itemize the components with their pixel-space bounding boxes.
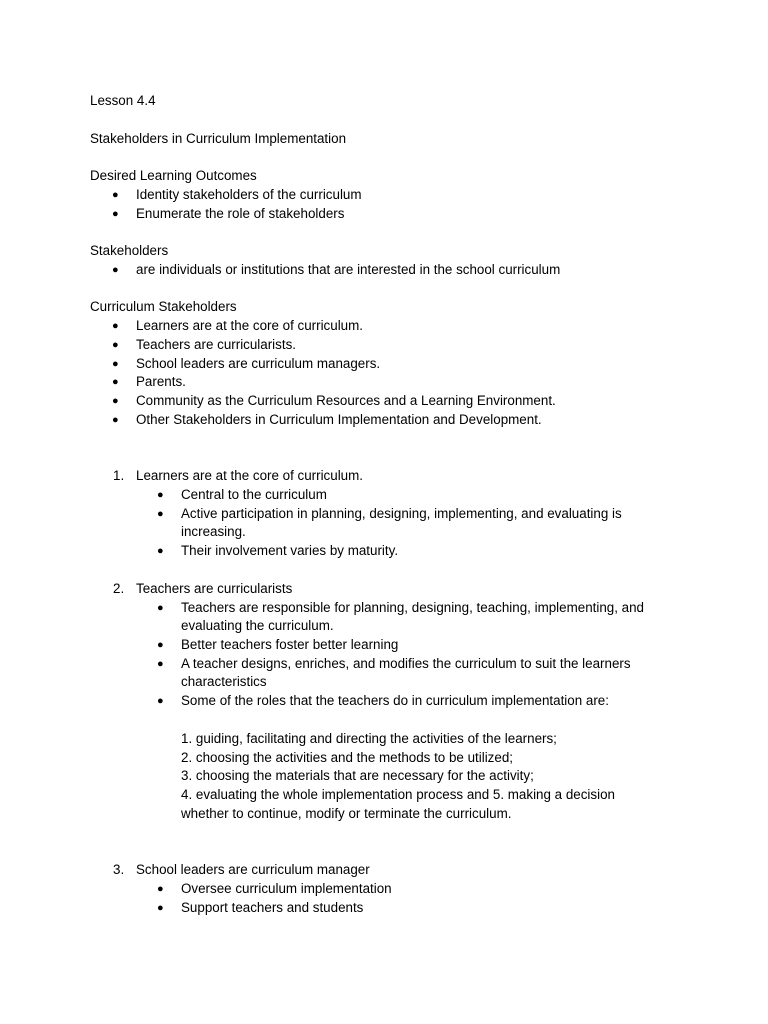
lesson-number: Lesson 4.4 — [90, 93, 156, 108]
stakeholder-item: Learners are at the core of curriculum. — [136, 318, 364, 333]
teacher-role: 2. choosing the activities and the methods to be utilized; — [181, 750, 513, 765]
bullet-icon: ● — [112, 339, 119, 351]
bullet-icon: ● — [157, 695, 164, 707]
teacher-role: 1. guiding, facilitating and directing the activities of the learners; — [181, 731, 557, 746]
section-number: 3. — [113, 862, 125, 877]
teacher-role: 3. choosing the materials that are necessary for the activity; — [181, 768, 534, 783]
section-bullet: Some of the roles that the teachers do in curriculum implementation are: — [181, 693, 609, 708]
teacher-role-continued: whether to continue, modify or terminate the curriculum. — [181, 806, 512, 821]
bullet-icon: ● — [112, 395, 119, 407]
bullet-icon: ● — [157, 902, 164, 914]
stakeholder-item: Other Stakeholders in Curriculum Implementation and Development. — [136, 412, 542, 427]
stakeholder-item: School leaders are curriculum managers. — [136, 356, 381, 371]
section-bullet: Oversee curriculum implementation — [181, 881, 392, 896]
bullet-icon: ● — [112, 264, 119, 276]
section-heading: Teachers are curricularists — [136, 581, 293, 596]
stakeholder-item: Parents. — [136, 374, 186, 389]
stakeholders-definition: are individuals or institutions that are interested in the school curriculum — [136, 262, 561, 277]
bullet-icon: ● — [157, 602, 164, 614]
stakeholder-item: Community as the Curriculum Resources and a Learning Environment. — [136, 393, 556, 408]
outcomes-heading: Desired Learning Outcomes — [90, 168, 257, 183]
bullet-icon: ● — [112, 414, 119, 426]
section-bullet-continued: evaluating the curriculum. — [181, 618, 334, 633]
stakeholders-heading: Stakeholders — [90, 243, 169, 258]
section-bullet: Support teachers and students — [181, 900, 364, 915]
bullet-icon: ● — [157, 883, 164, 895]
outcome-item: Identity stakeholders of the curriculum — [136, 187, 362, 202]
section-bullet: Their involvement varies by maturity. — [181, 543, 399, 558]
section-bullet: Central to the curriculum — [181, 487, 327, 502]
outcome-item: Enumerate the role of stakeholders — [136, 206, 345, 221]
bullet-icon: ● — [157, 545, 164, 557]
curriculum-stakeholders-heading: Curriculum Stakeholders — [90, 299, 237, 314]
section-bullet: A teacher designs, enriches, and modifies the curriculum to suit the learners — [181, 656, 631, 671]
bullet-icon: ● — [112, 189, 119, 201]
bullet-icon: ● — [112, 208, 119, 220]
section-heading: Learners are at the core of curriculum. — [136, 468, 364, 483]
bullet-icon: ● — [112, 320, 119, 332]
stakeholder-item: Teachers are curricularists. — [136, 337, 296, 352]
section-bullet: Active participation in planning, designing, implementing, and evaluating is — [181, 506, 622, 521]
section-bullet-continued: characteristics — [181, 674, 267, 689]
teacher-role: 4. evaluating the whole implementation process and 5. making a decision — [181, 787, 615, 802]
bullet-icon: ● — [112, 376, 119, 388]
section-number: 1. — [113, 468, 125, 483]
section-heading: School leaders are curriculum manager — [136, 862, 370, 877]
bullet-icon: ● — [112, 358, 119, 370]
section-number: 2. — [113, 581, 125, 596]
bullet-icon: ● — [157, 639, 164, 651]
section-bullet: Teachers are responsible for planning, designing, teaching, implementing, and — [181, 600, 645, 615]
bullet-icon: ● — [157, 658, 164, 670]
document-title: Stakeholders in Curriculum Implementation — [90, 131, 347, 146]
bullet-icon: ● — [157, 489, 164, 501]
bullet-icon: ● — [157, 508, 164, 520]
section-bullet-continued: increasing. — [181, 524, 246, 539]
section-bullet: Better teachers foster better learning — [181, 637, 399, 652]
